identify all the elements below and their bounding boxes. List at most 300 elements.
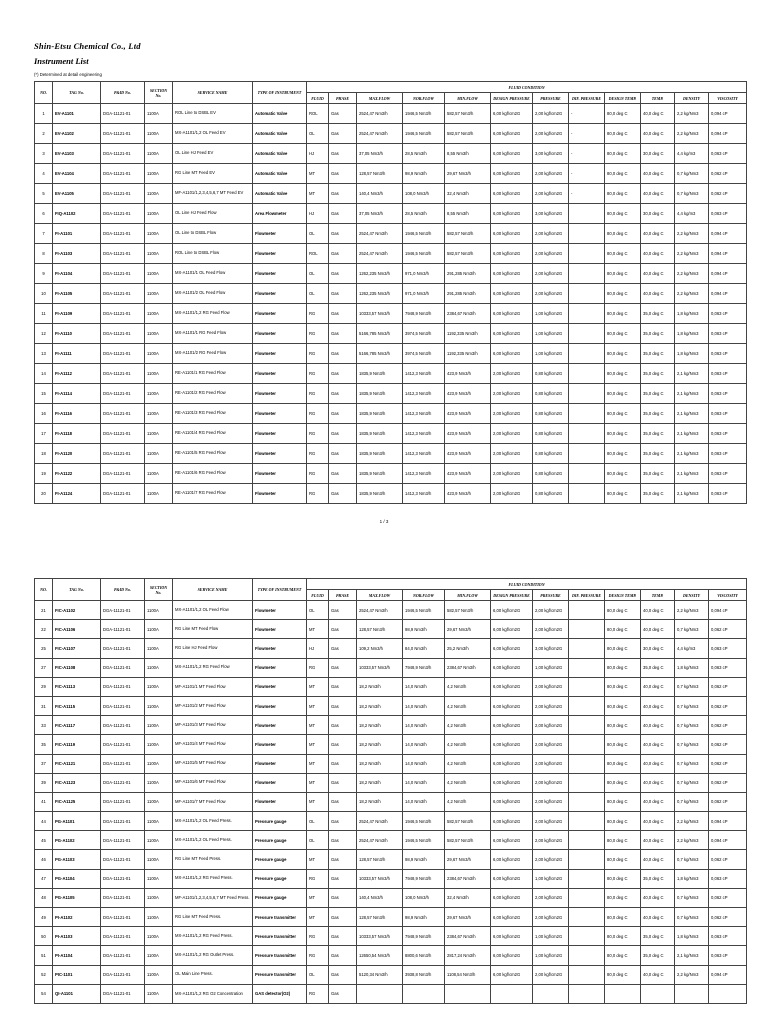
cell-design-temp: 80,0 deg C — [605, 696, 641, 715]
cell-tag: FI-A1116 — [53, 404, 101, 424]
cell-fluid: RG — [307, 444, 329, 464]
cell-viscosity: 0,094 cP — [709, 124, 747, 144]
cell-section: 1100A — [145, 620, 173, 639]
cell-temp: 40,0 deg C — [641, 716, 675, 735]
cell-no: 1 — [35, 104, 53, 124]
cell-phase: Gas — [329, 639, 357, 658]
cell-no: 27 — [35, 658, 53, 677]
instrument-table-page-1 — [34, 81, 747, 504]
cell-no: 52 — [35, 965, 53, 984]
cell-density: 1,8 kg/Nm3 — [675, 869, 709, 888]
cell-pid: DGA-11121-01 — [101, 601, 145, 620]
cell-min-flow: 423,9 Nm3/h — [445, 404, 491, 424]
col-temp: TEMP. — [641, 590, 675, 601]
table-row — [35, 696, 747, 715]
cell-design-temp: 80,0 deg C — [605, 869, 641, 888]
cell-min-flow: 1192,335 Nm3/h — [445, 344, 491, 364]
cell-type: Flowmeter — [253, 364, 307, 384]
cell-pressure: 0,80 kgf/cm2G — [533, 424, 569, 444]
cell-no: 33 — [35, 716, 53, 735]
cell-density: 2,2 kg/Nm3 — [675, 264, 709, 284]
cell-pid: DGA-11121-01 — [101, 164, 145, 184]
cell-design-temp: 80,0 deg C — [605, 264, 641, 284]
cell-section: 1100A — [145, 888, 173, 907]
col-design-temp: DESIGN TEMP. — [605, 93, 641, 104]
cell-max-flow: 37,05 Nm3/h — [357, 204, 403, 224]
cell-tag: FIC-A1123 — [53, 773, 101, 792]
table-row — [35, 204, 747, 224]
cell-dif-pressure — [569, 850, 605, 869]
cell-service: MX-A1101/1,2 RG Feed Flow — [173, 304, 253, 324]
cell-temp: 40,0 deg C — [641, 696, 675, 715]
cell-phase: Gas — [329, 224, 357, 244]
cell-nor-flow: 98,9 Nm3/h — [403, 620, 445, 639]
cell-pid: DGA-11121-01 — [101, 812, 145, 831]
cell-viscosity: 0,063 cP — [709, 144, 747, 164]
cell-phase: Gas — [329, 424, 357, 444]
cell-fluid: RG — [307, 984, 329, 1003]
cell-design-pressure: 6,00 kgf/cm2G — [491, 850, 533, 869]
cell-section: 1100A — [145, 965, 173, 984]
cell-density: 2,1 kg/Nm3 — [675, 404, 709, 424]
cell-nor-flow: 14,0 Nm3/h — [403, 696, 445, 715]
cell-service: OL Line HJ Feed EV — [173, 144, 253, 164]
cell-tag: FI-A1103 — [53, 244, 101, 264]
cell-max-flow: 18,2 Nm3/h — [357, 677, 403, 696]
cell-service: ROL Line to DSBL EV — [173, 104, 253, 124]
cell-density: 4,4 kg/m3 — [675, 639, 709, 658]
col-phase: PHASE — [329, 93, 357, 104]
cell-phase: Gas — [329, 124, 357, 144]
cell-type: Flowmeter — [253, 773, 307, 792]
cell-dif-pressure — [569, 696, 605, 715]
cell-section: 1100A — [145, 284, 173, 304]
cell-no: 18 — [35, 444, 53, 464]
cell-density: 2,1 kg/Nm3 — [675, 424, 709, 444]
cell-min-flow: 1192,335 Nm3/h — [445, 324, 491, 344]
cell-pid: DGA-11121-01 — [101, 224, 145, 244]
cell-section: 1100A — [145, 464, 173, 484]
cell-max-flow: 5166,785 Nm3/h — [357, 344, 403, 364]
col-service: SERVICE NAME — [173, 579, 253, 601]
cell-type: Flowmeter — [253, 658, 307, 677]
cell-design-temp: 80,0 deg C — [605, 104, 641, 124]
cell-section: 1100A — [145, 792, 173, 811]
cell-max-flow: 2524,47 Nm3/h — [357, 244, 403, 264]
cell-type: Flowmeter — [253, 284, 307, 304]
cell-phase: Gas — [329, 888, 357, 907]
cell-section: 1100A — [145, 677, 173, 696]
cell-type: Automatic Valve — [253, 104, 307, 124]
cell-pid: DGA-11121-01 — [101, 124, 145, 144]
cell-design-temp: 80,0 deg C — [605, 639, 641, 658]
cell-max-flow: 128,57 Nm3/h — [357, 850, 403, 869]
cell-viscosity: 0,062 cP — [709, 164, 747, 184]
cell-phase: Gas — [329, 735, 357, 754]
cell-section: 1100A — [145, 754, 173, 773]
cell-design-pressure: 6,00 kgf/cm2G — [491, 124, 533, 144]
cell-design-pressure: 6,00 kgf/cm2G — [491, 601, 533, 620]
cell-max-flow: 128,57 Nm3/h — [357, 620, 403, 639]
cell-fluid: RG — [307, 344, 329, 364]
cell-tag: FI-A1109 — [53, 304, 101, 324]
cell-fluid: MT — [307, 773, 329, 792]
cell-density: 2,2 kg/Nm3 — [675, 965, 709, 984]
cell-service: OL Line HJ Feed Flow — [173, 204, 253, 224]
cell-pressure: 2,00 kgf/cm2G — [533, 104, 569, 124]
col-density: DENSITY — [675, 590, 709, 601]
table-row — [35, 831, 747, 850]
cell-design-pressure: 6,00 kgf/cm2G — [491, 244, 533, 264]
cell-design-pressure: 6,00 kgf/cm2G — [491, 946, 533, 965]
cell-pressure: 2,00 kgf/cm2G — [533, 754, 569, 773]
cell-service: RE-A1101/6 RG Feed Flow — [173, 464, 253, 484]
cell-tag: FI-A1114 — [53, 384, 101, 404]
table-row — [35, 792, 747, 811]
cell-section: 1100A — [145, 364, 173, 384]
cell-service: MX-A1101/1 RG Feed Flow — [173, 324, 253, 344]
cell-nor-flow: 98,9 Nm3/h — [403, 164, 445, 184]
cell-density: 2,2 kg/Nm3 — [675, 124, 709, 144]
cell-min-flow: 582,57 Nm3/h — [445, 812, 491, 831]
cell-phase: Gas — [329, 754, 357, 773]
cell-section: 1100A — [145, 324, 173, 344]
cell-phase: Gas — [329, 716, 357, 735]
cell-design-pressure: 6,00 kgf/cm2G — [491, 908, 533, 927]
cell-dif-pressure — [569, 424, 605, 444]
cell-dif-pressure — [569, 384, 605, 404]
cell-max-flow: 140,4 Nm3/h — [357, 184, 403, 204]
cell-dif-pressure — [569, 364, 605, 384]
cell-type: Automatic Valve — [253, 164, 307, 184]
cell-temp: 40,0 deg C — [641, 754, 675, 773]
col-max-flow: MAX.FLOW — [357, 590, 403, 601]
cell-nor-flow: 1412,3 Nm3/h — [403, 404, 445, 424]
cell-tag: PIC-1101 — [53, 965, 101, 984]
cell-pressure: 3,00 kgf/cm2G — [533, 144, 569, 164]
cell-service: RG Line MT Feed Press. — [173, 908, 253, 927]
cell-dif-pressure: - — [569, 144, 605, 164]
cell-pid: DGA-11121-01 — [101, 639, 145, 658]
cell-pid: DGA-11121-01 — [101, 484, 145, 504]
cell-tag: FI-A1122 — [53, 464, 101, 484]
cell-design-temp: 80,0 deg C — [605, 424, 641, 444]
cell-section: 1100A — [145, 869, 173, 888]
cell-temp: 35,0 deg C — [641, 304, 675, 324]
table-row — [35, 773, 747, 792]
cell-design-temp: 80,0 deg C — [605, 716, 641, 735]
cell-pressure: 1,00 kgf/cm2G — [533, 304, 569, 324]
cell-tag: FIC-A1121 — [53, 754, 101, 773]
cell-viscosity: 0,063 cP — [709, 204, 747, 224]
cell-pressure: 0,80 kgf/cm2G — [533, 464, 569, 484]
cell-dif-pressure — [569, 244, 605, 264]
cell-temp: 40,0 deg C — [641, 831, 675, 850]
cell-no: 35 — [35, 735, 53, 754]
cell-nor-flow: 1412,3 Nm3/h — [403, 424, 445, 444]
cell-min-flow: 423,9 Nm3/h — [445, 424, 491, 444]
cell-service: MF-A1101/4 MT Feed Flow — [173, 735, 253, 754]
cell-service: MX-A1101/1,2 RG Outlet Press. — [173, 946, 253, 965]
cell-min-flow: 423,9 Nm3/h — [445, 364, 491, 384]
cell-viscosity: 0,063 cP — [709, 364, 747, 384]
cell-phase: Gas — [329, 344, 357, 364]
cell-section: 1100A — [145, 264, 173, 284]
cell-viscosity: 0,063 cP — [709, 658, 747, 677]
cell-dif-pressure — [569, 754, 605, 773]
table-row — [35, 716, 747, 735]
cell-density: 2,1 kg/Nm3 — [675, 364, 709, 384]
cell-no: 21 — [35, 601, 53, 620]
cell-max-flow: 12650,54 Nm3/h — [357, 946, 403, 965]
cell-tag: FIC-A1117 — [53, 716, 101, 735]
cell-section: 1100A — [145, 124, 173, 144]
cell-min-flow: 32,4 Nm3/h — [445, 888, 491, 907]
cell-temp: 30,0 deg C — [641, 204, 675, 224]
cell-density: 4,4 kg/m3 — [675, 204, 709, 224]
cell-viscosity: 0,062 cP — [709, 620, 747, 639]
cell-pressure: 2,00 kgf/cm2G — [533, 812, 569, 831]
cell-viscosity: 0,094 cP — [709, 965, 747, 984]
cell-temp: 40,0 deg C — [641, 735, 675, 754]
cell-phase: Gas — [329, 464, 357, 484]
cell-viscosity: 0,094 cP — [709, 264, 747, 284]
cell-max-flow: 37,05 Nm3/h — [357, 144, 403, 164]
cell-viscosity: 0,063 cP — [709, 484, 747, 504]
cell-nor-flow: 1412,3 Nm3/h — [403, 384, 445, 404]
cell-nor-flow: 28,5 Nm3/h — [403, 144, 445, 164]
cell-nor-flow: 84,0 Nm3/h — [403, 639, 445, 658]
cell-service: ROL Line to DSBL Flow — [173, 244, 253, 264]
cell-min-flow: 4,2 Nm3/h — [445, 754, 491, 773]
cell-design-pressure: 6,00 kgf/cm2G — [491, 304, 533, 324]
cell-viscosity: 0,063 cP — [709, 324, 747, 344]
cell-no: 13 — [35, 344, 53, 364]
table-row — [35, 869, 747, 888]
cell-design-pressure: 6,00 kgf/cm2G — [491, 639, 533, 658]
cell-fluid: RG — [307, 324, 329, 344]
cell-tag: FI-A1120 — [53, 444, 101, 464]
cell-no: 3 — [35, 144, 53, 164]
table-row — [35, 639, 747, 658]
cell-tag: PG-A1104 — [53, 869, 101, 888]
cell-pressure: 0,80 kgf/cm2G — [533, 384, 569, 404]
cell-min-flow: 2384,67 Nm3/h — [445, 304, 491, 324]
cell-viscosity: 0,063 cP — [709, 869, 747, 888]
cell-type: Flowmeter — [253, 716, 307, 735]
table-row — [35, 104, 747, 124]
cell-no: 45 — [35, 831, 53, 850]
cell-max-flow: 18,2 Nm3/h — [357, 792, 403, 811]
cell-design-temp: 80,0 deg C — [605, 404, 641, 424]
cell-no: 16 — [35, 404, 53, 424]
cell-section: 1100A — [145, 184, 173, 204]
cell-temp: 35,0 deg C — [641, 464, 675, 484]
cell-density: 2,2 kg/Nm3 — [675, 812, 709, 831]
cell-pid: DGA-11121-01 — [101, 104, 145, 124]
cell-no: 5 — [35, 184, 53, 204]
col-min-flow: MIN.FLOW — [445, 93, 491, 104]
cell-density: 1,8 kg/Nm3 — [675, 304, 709, 324]
cell-tag: FIC-A1113 — [53, 677, 101, 696]
cell-design-temp: 80,0 deg C — [605, 244, 641, 264]
cell-nor-flow: 3974,5 Nm3/h — [403, 324, 445, 344]
cell-viscosity: 0,094 cP — [709, 831, 747, 850]
cell-design-pressure: 2,00 kgf/cm2G — [491, 464, 533, 484]
cell-pid: DGA-11121-01 — [101, 869, 145, 888]
cell-viscosity: 0,063 cP — [709, 344, 747, 364]
cell-service: RG Line MT Feed EV — [173, 164, 253, 184]
cell-dif-pressure: - — [569, 164, 605, 184]
cell-type: Automatic Valve — [253, 184, 307, 204]
cell-design-pressure: 6,00 kgf/cm2G — [491, 735, 533, 754]
cell-fluid: MT — [307, 850, 329, 869]
table-row — [35, 284, 747, 304]
cell-pressure: 3,00 kgf/cm2G — [533, 639, 569, 658]
cell-type: Pressure gauge — [253, 888, 307, 907]
col-dif-pressure: DIF. PRESSURE — [569, 590, 605, 601]
table-row — [35, 965, 747, 984]
table-row — [35, 658, 747, 677]
cell-viscosity — [709, 984, 747, 1003]
cell-no: 31 — [35, 696, 53, 715]
cell-pressure: 1,00 kgf/cm2G — [533, 658, 569, 677]
cell-pressure: 2,00 kgf/cm2G — [533, 620, 569, 639]
cell-dif-pressure — [569, 224, 605, 244]
cell-type: Flowmeter — [253, 344, 307, 364]
cell-nor-flow: 7948,9 Nm3/h — [403, 927, 445, 946]
cell-design-temp: 80,0 deg C — [605, 344, 641, 364]
cell-fluid: MT — [307, 792, 329, 811]
cell-design-temp: 80,0 deg C — [605, 850, 641, 869]
cell-service: MX-A1101/1,2 OL Feed Press. — [173, 812, 253, 831]
cell-fluid: OL — [307, 284, 329, 304]
cell-no: 25 — [35, 639, 53, 658]
cell-no: 54 — [35, 984, 53, 1003]
col-nor-flow: NOR.FLOW — [403, 590, 445, 601]
cell-tag: FI-A1118 — [53, 424, 101, 444]
cell-max-flow: 1835,9 Nm3/h — [357, 484, 403, 504]
cell-fluid: MT — [307, 908, 329, 927]
cell-nor-flow: 971,0 Nm3/h — [403, 264, 445, 284]
table-row — [35, 946, 747, 965]
cell-dif-pressure — [569, 716, 605, 735]
cell-tag: FIC-A1108 — [53, 658, 101, 677]
cell-type: Area Flowmeter — [253, 204, 307, 224]
cell-no: 12 — [35, 324, 53, 344]
cell-service: MX-A1101/1,2 RG Feed Press. — [173, 869, 253, 888]
col-pressure: PRESSURE — [533, 93, 569, 104]
cell-phase: Gas — [329, 444, 357, 464]
cell-section: 1100A — [145, 850, 173, 869]
cell-tag: FI-A1101 — [53, 224, 101, 244]
cell-dif-pressure — [569, 965, 605, 984]
cell-pid: DGA-11121-01 — [101, 850, 145, 869]
cell-pid: DGA-11121-01 — [101, 344, 145, 364]
cell-min-flow: 423,9 Nm3/h — [445, 444, 491, 464]
cell-dif-pressure — [569, 484, 605, 504]
col-section: SECTION No. — [145, 82, 173, 104]
cell-temp: 40,0 deg C — [641, 224, 675, 244]
cell-tag: PG-A1101 — [53, 812, 101, 831]
table-row — [35, 224, 747, 244]
cell-tag: PG-A1103 — [53, 850, 101, 869]
cell-phase: Gas — [329, 144, 357, 164]
cell-density: 2,2 kg/Nm3 — [675, 224, 709, 244]
cell-section: 1100A — [145, 639, 173, 658]
cell-service: MF-A1101/3 MT Feed Flow — [173, 716, 253, 735]
cell-phase: Gas — [329, 869, 357, 888]
cell-fluid: MT — [307, 716, 329, 735]
cell-design-pressure: 6,00 kgf/cm2G — [491, 264, 533, 284]
cell-phase: Gas — [329, 164, 357, 184]
cell-density: 2,1 kg/Nm3 — [675, 484, 709, 504]
table-row — [35, 304, 747, 324]
cell-pid: DGA-11121-01 — [101, 424, 145, 444]
cell-viscosity: 0,062 cP — [709, 888, 747, 907]
cell-tag: FIC-A1107 — [53, 639, 101, 658]
cell-section: 1100A — [145, 164, 173, 184]
cell-pressure: 2,00 kgf/cm2G — [533, 831, 569, 850]
cell-service: MX-A1101/1,2 OL Feed EV — [173, 124, 253, 144]
cell-dif-pressure — [569, 324, 605, 344]
cell-type: Pressure transmitter — [253, 908, 307, 927]
cell-pid: DGA-11121-01 — [101, 677, 145, 696]
cell-max-flow: 1835,9 Nm3/h — [357, 384, 403, 404]
table-row — [35, 464, 747, 484]
cell-temp: 35,0 deg C — [641, 927, 675, 946]
cell-min-flow: 32,4 Nm3/h — [445, 184, 491, 204]
cell-density: 2,1 kg/Nm3 — [675, 946, 709, 965]
cell-design-temp: 80,0 deg C — [605, 792, 641, 811]
cell-min-flow: 423,9 Nm3/h — [445, 484, 491, 504]
table-row — [35, 601, 747, 620]
cell-temp: 35,0 deg C — [641, 424, 675, 444]
cell-pid: DGA-11121-01 — [101, 908, 145, 927]
cell-temp: 40,0 deg C — [641, 792, 675, 811]
cell-phase: Gas — [329, 244, 357, 264]
cell-temp: 35,0 deg C — [641, 658, 675, 677]
cell-design-temp: 80,0 deg C — [605, 965, 641, 984]
cell-pressure: 3,00 kgf/cm2G — [533, 204, 569, 224]
cell-pressure: 2,00 kgf/cm2G — [533, 888, 569, 907]
cell-fluid: MT — [307, 754, 329, 773]
cell-design-temp: 80,0 deg C — [605, 324, 641, 344]
table-row — [35, 484, 747, 504]
cell-no: 17 — [35, 424, 53, 444]
cell-phase: Gas — [329, 696, 357, 715]
cell-nor-flow: 1946,5 Nm3/h — [403, 812, 445, 831]
cell-service: RE-A1101/7 RG Feed Flow — [173, 484, 253, 504]
cell-section: 1100A — [145, 104, 173, 124]
cell-phase: Gas — [329, 984, 357, 1003]
cell-no: 37 — [35, 754, 53, 773]
table-row — [35, 677, 747, 696]
cell-pid: DGA-11121-01 — [101, 946, 145, 965]
cell-no: 14 — [35, 364, 53, 384]
cell-section: 1100A — [145, 984, 173, 1003]
col-min-flow: MIN.FLOW — [445, 590, 491, 601]
cell-max-flow: 18,2 Nm3/h — [357, 716, 403, 735]
cell-dif-pressure: - — [569, 124, 605, 144]
cell-density: 1,8 kg/Nm3 — [675, 927, 709, 946]
cell-no: 19 — [35, 464, 53, 484]
cell-no: 7 — [35, 224, 53, 244]
cell-min-flow: 2384,67 Nm3/h — [445, 658, 491, 677]
cell-pid: DGA-11121-01 — [101, 773, 145, 792]
cell-temp: 40,0 deg C — [641, 620, 675, 639]
cell-design-pressure: 6,00 kgf/cm2G — [491, 927, 533, 946]
